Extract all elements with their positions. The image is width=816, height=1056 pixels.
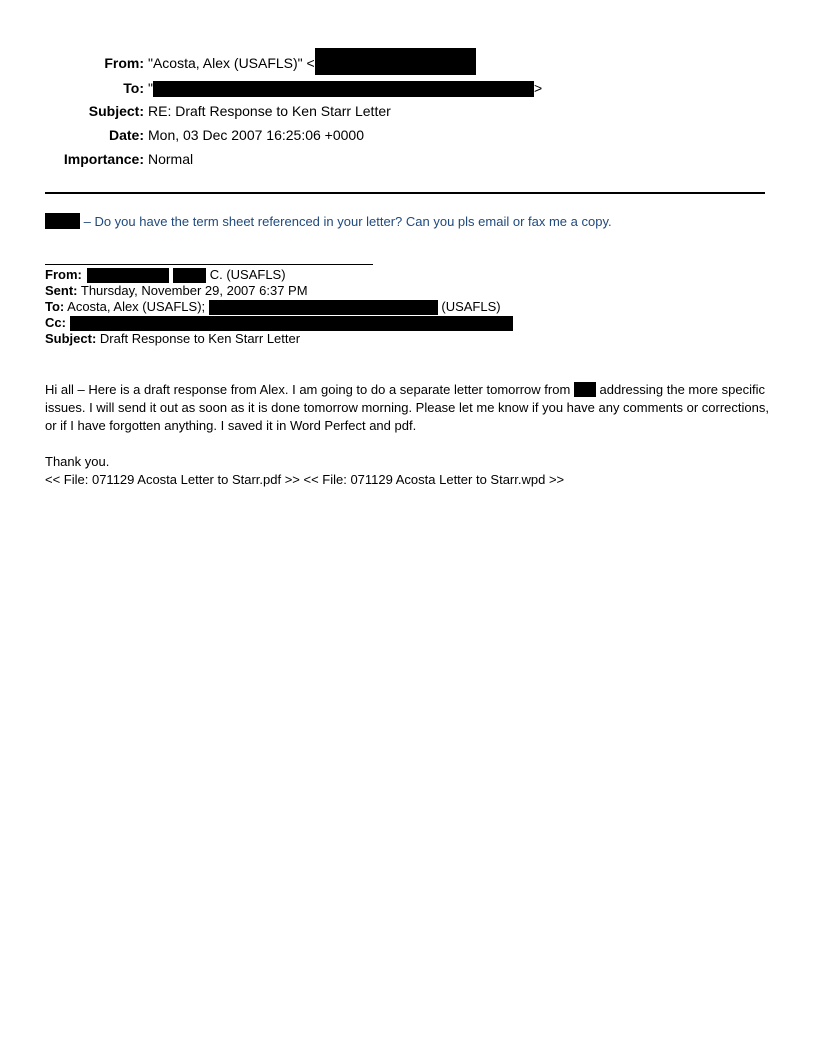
redaction-block — [45, 213, 80, 229]
date-label: Date: — [108, 127, 144, 143]
header-from-row — [0, 52, 816, 74]
from-value-text: "Acosta, Alex (USAFLS)" < — [148, 55, 315, 71]
original-cc-line — [45, 315, 513, 331]
original-subject-line — [45, 331, 300, 347]
redaction-block — [574, 382, 596, 397]
importance-value: Normal — [148, 151, 194, 167]
original-cc-label: Cc: — [45, 315, 66, 330]
reply-text: – Do you have the term sheet referenced in your letter? Can you pls email or fax me a copy. — [80, 214, 612, 229]
body-para1-end: addressing the more specific issues. I will send it out as soon as it is done tomorrow morning. Please let me know if you have any comments or corrections, or if I have forgotten anything. I saved it in Word Perfect and pdf. — [45, 382, 769, 433]
original-to-line — [45, 299, 501, 315]
original-sent-line — [45, 283, 308, 299]
original-message-separator — [45, 264, 373, 265]
header-importance-row — [0, 148, 816, 170]
redaction-block — [87, 268, 169, 283]
redaction-block — [173, 268, 206, 283]
redaction-block — [153, 81, 534, 97]
original-from-line — [45, 267, 286, 283]
body-thanks: Thank you. — [45, 454, 110, 469]
original-sent-value: Thursday, November 29, 2007 6:37 PM — [77, 283, 308, 298]
to-value — [148, 77, 542, 99]
original-to-label: To: — [45, 299, 65, 314]
to-prefix: " — [148, 80, 153, 96]
subject-value: RE: Draft Response to Ken Starr Letter — [148, 103, 391, 119]
original-subject-label: Subject: — [45, 331, 97, 346]
original-sent-label: Sent: — [45, 283, 78, 298]
header-divider — [45, 192, 765, 194]
reply-message — [45, 213, 612, 231]
to-suffix: > — [533, 80, 543, 96]
header-date-row — [0, 124, 816, 146]
to-label: To: — [123, 80, 144, 96]
body-paragraph — [45, 381, 770, 435]
header-to-row — [0, 77, 816, 99]
original-from-value: C. (USAFLS) — [206, 267, 286, 282]
header-subject-row — [0, 100, 816, 122]
body-para1-start: Hi all – Here is a draft response from Alex. I am going to do a separate letter tomorrow from — [45, 382, 574, 397]
original-subject-value: Draft Response to Ken Starr Letter — [96, 331, 301, 346]
original-to-value: Acosta, Alex (USAFLS); — [64, 299, 209, 314]
redaction-block — [315, 48, 476, 75]
subject-label: Subject: — [88, 103, 144, 119]
importance-label: Importance: — [63, 151, 144, 167]
redaction-block — [70, 316, 513, 331]
from-value — [148, 52, 476, 75]
original-to-suffix: (USAFLS) — [437, 299, 501, 314]
original-from-label: From: — [45, 267, 82, 282]
redaction-block — [209, 300, 438, 315]
date-value: Mon, 03 Dec 2007 16:25:06 +0000 — [148, 127, 365, 143]
from-label: From: — [104, 55, 144, 71]
attachments-line: << File: 071129 Acosta Letter to Starr.pdf >> << File: 071129 Acosta Letter to Starr.wpd >> — [45, 472, 565, 487]
